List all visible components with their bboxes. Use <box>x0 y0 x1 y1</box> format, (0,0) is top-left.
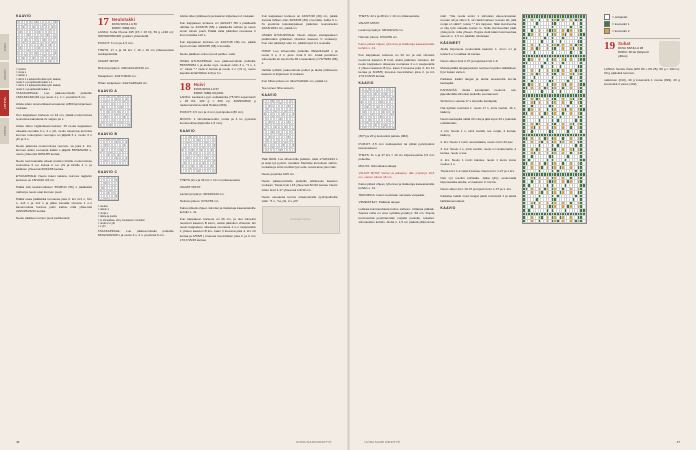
left-col2-p4: Neulo päälleen toinen puoli peiliku- vasti. <box>179 51 236 56</box>
right-col1-p2: Lantionympärys: 98/109/120 cm. <box>358 28 404 33</box>
left-col3-p3: Helman pituus: 67/22/56 cm. <box>179 198 220 203</box>
right-col2-p8: Leikkaa kumineuhasta kolme sahvan- mittaista pätkää. Sopiva mitta on oma nyrkkiä+ympärys -50 cm. Pujota kumineuhat joustinkerdan nurjalle puolelle, sokeilen silmukoiden kohtiin. Aloita n. 1,5 cm päästä yllärennsta näin: *Ala neula ensin 1 silmukan alueenmassan reunan alt ja vilten 3, siri takimmaisen reunan alt, jätä nurjat s:t väliin*, toista *-* krs loppuun. Näin kumineuha ei näy työn oikealle puolel- le. Solle kumineuhan päät yhdeysmit- tolla yhteen. Pujota vielä kaksi kumineuhaa samoin n. 1,5 cm päähän toisistaan. <box>358 14 517 224</box>
pattern-17-p1: PUIKOT: 3 mm ja 4,5 mm. <box>97 41 134 46</box>
left-col3-p1: VALMIT MITAT: <box>179 184 201 189</box>
right-col1-p5: Kun kappaleen korkeus on 26 cm ja olet viimeksi neulonut kaavion B kroit, aloita pääntien viistotus. Eli neulo kappaleen oikeassa reunassa 4 o-n ssapuolella 1 yhteen kaavion B kru- kaan 3 kroessa joka 4. krs 10 kertaa ja 3/4/5/5) kroessa svennilelien joka 2. ja krs 17/17/15/15 kertaa. <box>358 53 435 78</box>
left-col1-p1: Aloita sitten sivunurkkauma kaavion A/B/C/a) kirjanteen mukaan. <box>16 102 92 111</box>
left-col1-p3: Aloita sitten raglanikavennukset: 15 neula kappaleen oikealla reunalla 3 o, 2 o yht, neulo vasempa kerrosta kunnes molempien reunojen on jäljellä 5 s, neulo 3 n yht ja 3 o. <box>16 124 92 141</box>
left-col2-p0: TAKAKAPPALE: Luo pääsuunnitelle pulkoille 84/92/100/108 s ja neulo 3 s, 2 n -joustinta 6 cm. <box>97 228 174 237</box>
pattern-17-p4: Rinnanympärys: 100/110/118/130 cm. <box>97 66 150 71</box>
left-col4-p3: Neulo vasuassa kerros ohaametralla pyöröpulkoilla välin: *1 n, *se yhi, 2 o yhi*. <box>261 194 338 203</box>
left-col1-p4: Neulo jatkossa molemmissa reunois- sa joka 4. krs. kunnes aidon reunasta kaikki s jäljellä 55/56/62/66 s, neulo yhteensä 60/61/65 kertaa. <box>16 143 92 156</box>
side-tab-ohjeet[interactable]: OHJEET <box>0 118 9 144</box>
left-col2-p5: OIKEA ETUKAPPALE: Luo pääsuunnitelle pulkoille 55/53/59/62 s ja aloita myö- neuleet rukin 3 o, *1 s, 1 o*, toista *-* vielä 2 kertaa ja neulo 1 n (=9 s), neulo kapulla 42/at/300/at 1/4l ja 3 n. <box>179 58 256 75</box>
right-col3-t0: KANTAPÄÄ: Aloita kantapään neulomi- nen jäjestämällä silmukat puikoille seuraavesti: <box>440 88 517 97</box>
pattern-17-title: Neulotakki <box>111 17 136 22</box>
left-col2-p2: Kun kappaleen korkeus on 40/44/47 /50 s päälleellä raihtaa ne 32/33/35 (56) s päälleellä varhan ja neulo ensin toinen puoli. Päätä valla pääntien reunassa 3 krsn kutoilaa 1x6 s. <box>179 21 256 38</box>
pattern-17-head <box>98 17 174 30</box>
pattern-18-number: 18 <box>179 80 191 93</box>
chart-sock-colorwork <box>522 14 598 224</box>
pattern-19-head <box>604 41 680 67</box>
left-footer <box>16 440 332 444</box>
right-footer <box>365 440 681 444</box>
left-col1-p5: Neulo kerrosaivalla oikeat puolien kirsille molemmissa reunoissa 3 o-n kokoa 2 o-n yht ja kirsille 4 s. ja kaikkien yhteensä 60/61/65 kertaa. <box>16 159 92 172</box>
left-col3-p8: HIHAT: Luo sihuennille pulkoille 38/a2/44/a48 s ja neulo 3 o, 2 n -jous- tinta 6 cm. Lisää joustinten viimeisellä eli isa krs:lla 38 s tasavälein (=76/78/82 (86) s. <box>261 48 338 65</box>
right-col1-p0: THETS: 22 s ja 28 krs = 10 cm pitkaneuleita. <box>358 14 420 18</box>
left-col2-p3: Kun kappaleen korkeus on 44/47/48 /49) cm, päätä loput ell olan 30/33/35 (38) s kerralla. <box>179 40 256 49</box>
pattern-17-sub2: KOKO: S/M(L/XL) <box>111 26 136 30</box>
left-col3-p0: THETS (2) s ja 34 krs = 10 cm pitkaneuleita. <box>179 177 241 182</box>
left-col4-p2: Neulo pääsuunnitelle pulkoille pitkiteeulo kaavion mukaan. Toista kroit t-15 yhteensä 8/1/10 kertaa. Neulo sitten kroit 1-17 yhteensä 1/2/10 cm. <box>261 179 338 192</box>
pattern-19-p0: LANKA: Novita Vista (WO 80 + PA 25), 50 g = 190 m): 60 g päävärä luonnon- <box>604 67 680 76</box>
right-col3-u3: 4. krs: Neulo 1 nurin kaislea, neulo 1 kuvio kuvio neulee 1 s. <box>440 157 517 167</box>
right-col3-t3: Neulo kantapää näillä 33 s:lla ja jätä loput 33 s puikoille edistämään. <box>440 117 517 126</box>
pattern-19-title: Sukat <box>618 41 631 46</box>
right-col2-p3: MUUTA: Silmukkamerkkejä. <box>358 163 397 168</box>
chart-right-col2 <box>359 87 435 131</box>
left-col1-p6: ETUKAPPALE: Neulo kuten takana, kunnes raglanin korkeus on 18/19/20 /23 cm. <box>16 174 92 183</box>
pattern-card-17 <box>98 14 174 85</box>
pattern-19-sub2: KOKO: 39 tai (helposti yllitus) <box>618 50 649 58</box>
left-page-number: 46 <box>16 440 20 444</box>
right-col2-p6: TEKNIIKKA: kokot neulotaan varvasta varpaalle. <box>358 193 426 198</box>
right-page <box>349 0 696 450</box>
pattern-17-number: 17 <box>97 16 109 28</box>
right-col3-p2: Muista jättää langanjuoksut sopivan löysiksi vältääksen hyvi tiukan varren. <box>440 65 517 74</box>
left-col3-p9: Vaihda tyhtikin pakeuntimat pulkot ja aloita pitkiteeulo kaavion A kirjanteen A mukaan. <box>261 67 338 76</box>
right-col2-p4: VALMIT MITAT: Varren ja jalkapöy- dän ympärys 19,5 cm, varren pituus 18 cm. <box>358 170 435 179</box>
kasineet-heading: KÄSINEET <box>440 41 461 46</box>
left-col4-p0: TEE NÄIN: Luo sihuennille pulkitar- toille 174/24/224 s ja sulje työ pyöröt- neulaksi. Merkitse kerroksen vaihto- mokatta ja sirrä merkitä työn ede- tessä aina ylemmäs. <box>261 157 338 170</box>
pattern-17-p0: LANKA: Kuha Puuna 195 (15 = 15 hl), 50 g +190 m): 300/300/350/400 g taikon yhteistiellä. <box>97 30 174 39</box>
right-col2-p1: PUIKOT: 3,5 mm sukkapuikot tai pitkät pyöröpuikot kavopuskeen. <box>358 141 435 150</box>
side-tab-lapaset[interactable]: LAPASET <box>0 62 9 88</box>
right-col3-u1: 2. krs: Neulo 1 nurin neulostakka, neulo nurin 43 pav. <box>440 139 514 144</box>
pattern-19-number: 19 <box>604 40 616 52</box>
kaavio-heading-4: KAAVIO <box>261 93 277 98</box>
pattern-18-sub2: KOKO: S/M(L/XL)/XXL <box>193 90 224 95</box>
left-col3-p6: Kun kappaleen korkeus on 44/6/7/48 (49) cm, päätä sivusta lähtien olan 30/33/35 (38) s kerralla. Jatka 9 o-3s joustinta kokokappaleen pääntien reunukseksi 16/18/19/21 cm, päätä s:t. <box>261 14 338 31</box>
pattern-18-p2: MOUTA: 1 silmukkamerkki, neula ja 3 kx pyöreitä kumineuhaa (läpimitta 1,5 mm). <box>179 117 256 126</box>
kaavio-heading-b: KAAVIO B <box>97 131 118 136</box>
kaavio-heading-c: KAAVIO C <box>97 169 118 174</box>
pattern-18-sub1: KUVA SIVULLA 57 <box>193 86 219 91</box>
right-col3-u5: Olet nyt merkin kohdalla. Jatka lyhty neulomalla kirjoneulatta aloitta- en kaavion 9. krs:lta. <box>440 176 517 185</box>
right-col3-u2: 3. krs: Neulo 1 s, sirrä merkki, neulo s:n kulkematta, 2 kertaa, neulo s:ssa. <box>440 146 517 155</box>
left-footer-text: ULTRA SUURI KIRJOTYÖ <box>296 440 332 444</box>
left-col1-p0: TAKAKAPPALE: Luo pääsuunnitelle pulkoille 152/162/182/194 s ja neulo 1 s, 1 n -joustinta 5 cm. <box>16 91 92 100</box>
swatch-kuviovari1 <box>604 21 610 27</box>
legend-label-pohjavari: = pohjaväri <box>612 15 628 19</box>
right-col3-t1: Siirrä kro:n alusta 17 s sikoville kantapää. <box>440 99 498 104</box>
left-col1-p2: Kun kappaleen korkeus on 44 cm, päätä molemmissa reunoissa kainaloita 2x sarjan (ei s. <box>16 113 92 122</box>
kaavio-heading-right: KAAVIO <box>358 80 374 85</box>
left-col1-p7: Päätä sitä keskimmäisten 55/28/44 (56) s päällekkä nathat ja neulo osat kunnen puoli. <box>16 185 92 194</box>
pattern-19-p1: valkoinen (010), 40 g kuviovärä 1 musta (099), 20 g kuviovärä 2 vares (102). <box>604 78 680 87</box>
left-col2-p1: Aloita sitten pitkiteeulo ja kaavion kirjanteen A mukaan. <box>179 14 255 18</box>
right-col3-p0: Aloita kirjoneule neulomalla kaavion 1. krs:n o:t ja toista 6 o:n malltaa 11 kertaa. <box>440 47 517 56</box>
right-columns <box>359 14 681 410</box>
left-col1-p8: Päätä osaa päällekkä reunassa joka 3. krs 1x1 s, 3x1 s, 1x3 s ja 1x2 s ja jätka samalla sivussa 1 o-n kavennuksia kunnes jokin kaltuu niitä yhteensä 220/225/26/42 kertaa. <box>16 196 92 213</box>
pattern-17-p2: THETS: 17 s ja 34 krs = 10 x 10 cm pitkaneuleita sukkapuikoilla. <box>97 48 174 57</box>
right-col1-p3: Helman pituus: 67/22/56 cm. <box>358 35 398 40</box>
right-col2-p7: VIIMEISTELY: Päättele langat. <box>358 200 401 205</box>
legend-kuviovari2 <box>604 28 680 34</box>
left-col3-p5: Kun kappaleen korkeus on 26 cm, ja olet viimeksi neulonut kaavion B kerro, aloita pääntien viistotus. Eli neulo kappaleen oikeassa reunassa 4 o-n ssapuolella 1 yhteen kaavion B kru- kaan 3 kroessa joka 4. krs 10 kertaa ja 4/5/5/5 ) kroessa svennilelien joka 2. ja 4. krs 17/17/15/15 kertaa. <box>179 217 256 242</box>
chart-kaavio-left-top <box>16 20 92 64</box>
chart-left-col4 <box>262 99 338 153</box>
chart-kaavio-b <box>98 138 174 166</box>
pattern-17-p3: VALMIT MITAT: <box>97 59 119 64</box>
right-col3-u6: Neulo sitten krs:t 10-37 ja loputin krs:t 1-37 ja 1. krs. <box>440 187 512 192</box>
pattern-17-p5: Takapituus: 44/47/48/49 cm. <box>97 73 137 78</box>
side-tab-sukat[interactable]: SUKAT <box>0 34 9 60</box>
right-col3-u7: Katkaise kaikki muut langat paitsi kuviovärii 1 ja aloita kärkiäsvennukset. <box>440 194 517 203</box>
left-col3-p11: Tee toinen hiha samoin. <box>261 86 295 91</box>
sock-illustration <box>659 41 680 67</box>
right-col1-p1: VALMIT MITAT: <box>358 21 380 26</box>
right-col2-p5: Katso piiketi ohjeet, lyhennet ja lisätietoja kaavasteluille kohdin s. 41. <box>358 182 435 191</box>
left-col3-p4: Katso piiketä ohjeet, kiinnitet ja lisätietoja kaavasteluille kohdin s. 41. <box>179 206 256 215</box>
right-page-number: 47 <box>676 440 680 444</box>
pattern-18-title: Huivi <box>193 81 205 87</box>
kaavio-heading-3: KAAVIO <box>179 129 196 134</box>
pattern-card-18 <box>180 79 256 125</box>
legend-kuviovari1 <box>604 21 680 27</box>
side-tab-strip <box>0 34 9 144</box>
right-col2-p2: THETS: 3x s ja 37 krs = 10 cm kirjanneuletta 3,5 mm puikoilla. <box>358 152 435 161</box>
right-col3-u4: Toista krs:t 1-2 vielä 9 kertaa. Neulo krs:t 1-27 ja 1 krs. <box>440 169 515 174</box>
pattern-18-p1: PUIKOT: 3,5 mm ja 4 mm pyöröpuikot (80 cm). <box>179 110 244 115</box>
left-columns <box>16 14 338 410</box>
pattern-19-sub1: KUVA SIVULLA 28 <box>618 46 644 50</box>
chart-legend-2: = neulos = oikein s = nurja s = oikea ja puolta = ei silmukkaa, siirry sivutasoon merkkiin = neulo 2 o yht = s yhi <box>97 205 145 229</box>
pattern-18-head <box>180 82 256 95</box>
left-col4-p1: Neulo joustinta 10/6 cm. <box>261 172 295 177</box>
pattern-17-sub1: KUVA SIVULLA 56 <box>111 22 137 26</box>
right-col3-u0: 1. krs: Neulo 1 s, sirrä merkki, tee nurjat, 2 kertaa, käänny. <box>440 128 517 137</box>
right-col3-p1: Neulo sitten krsit 2-37 ja loputtaa kroit 1-9. <box>440 58 499 63</box>
chart-left-col3 <box>180 135 256 173</box>
right-footer-text: ULTRA SUURI KIRJOTYÖ <box>364 440 400 444</box>
left-col3-p10: Kun hihan pituus on 44/a/7/a8/a51 cm, päätä s:t. <box>261 79 329 84</box>
right-col1-p4: Katso piiketi ohjeet, lyhennet ja lisätietoja kaavasteluille kohdin s. 41. <box>358 42 435 51</box>
swatch-kuviovari2 <box>604 28 610 34</box>
chart-kaavio-a <box>98 95 174 128</box>
right-col3-t2: Ota kyliden kuviruist 1. neulo 17 s, sirrä merkki, 16 s, käänny. <box>440 106 517 115</box>
kaavio-heading-1: KAAVIO <box>16 14 32 18</box>
thumbnail-photo-left: Hormaali mitoitus <box>262 206 340 234</box>
pattern-18-p0: LANKA: Lankava Lyyti -sukkalanka (75 WO superwash + 25 PA, 100 g = 300 m): 400/500/500 g nadenvarvisina väriä Heikka (069). <box>179 94 256 108</box>
side-tab-neuleet[interactable]: NEULEET <box>0 90 9 116</box>
legend-pohjavari <box>604 14 680 20</box>
swatch-pohjavari <box>604 14 610 20</box>
legend-label-kuviovari1: = kuvioväri 1 <box>612 22 630 26</box>
left-col3-p2: Lantionympärys: 98/109/120 cm. <box>179 191 225 196</box>
pattern-17-p6: Hihan sisäpituus: 44/a7/a48/a49 cm. <box>97 80 148 85</box>
left-col3-p7: VASEN ETUKAPPALE: Neulo oikean etukappaleen peilikuvaksi (pääntien viistotus kaavion C mukaan). Kun olet päätellyt olan s:t, päätä loput 9 s reunalla. <box>261 33 338 46</box>
right-col3-p3: Katkaise kaikki langat ja aloita sievasrulla kro:lla kantapää. <box>440 76 517 85</box>
right-col2-p0: (30?) ja 20 g kuviovärä pakste (082). <box>358 134 409 139</box>
chart-kaavio-c <box>98 176 174 201</box>
kaavio-heading-right-4: KAAVIO <box>440 205 456 210</box>
legend-label-kuviovari2: = kuvioväri 2 <box>612 29 630 33</box>
chart-legend-1: = neulos = nurja s = oikein s = siirrä 1 s aplaussilmukka työn taakse, neulo 1 o ja aplaussilmukan s o = siirrä 1 s aplaussilmukka työn taakse, neulo 1 o ja aplaussilmukan o <box>16 67 62 91</box>
pattern-card-19 <box>604 38 680 86</box>
kaavio-heading-a: KAAVIO A <box>97 88 118 93</box>
left-col1-p9: Neulo päälleen toinen puoli peilikuvasti. <box>16 215 71 220</box>
